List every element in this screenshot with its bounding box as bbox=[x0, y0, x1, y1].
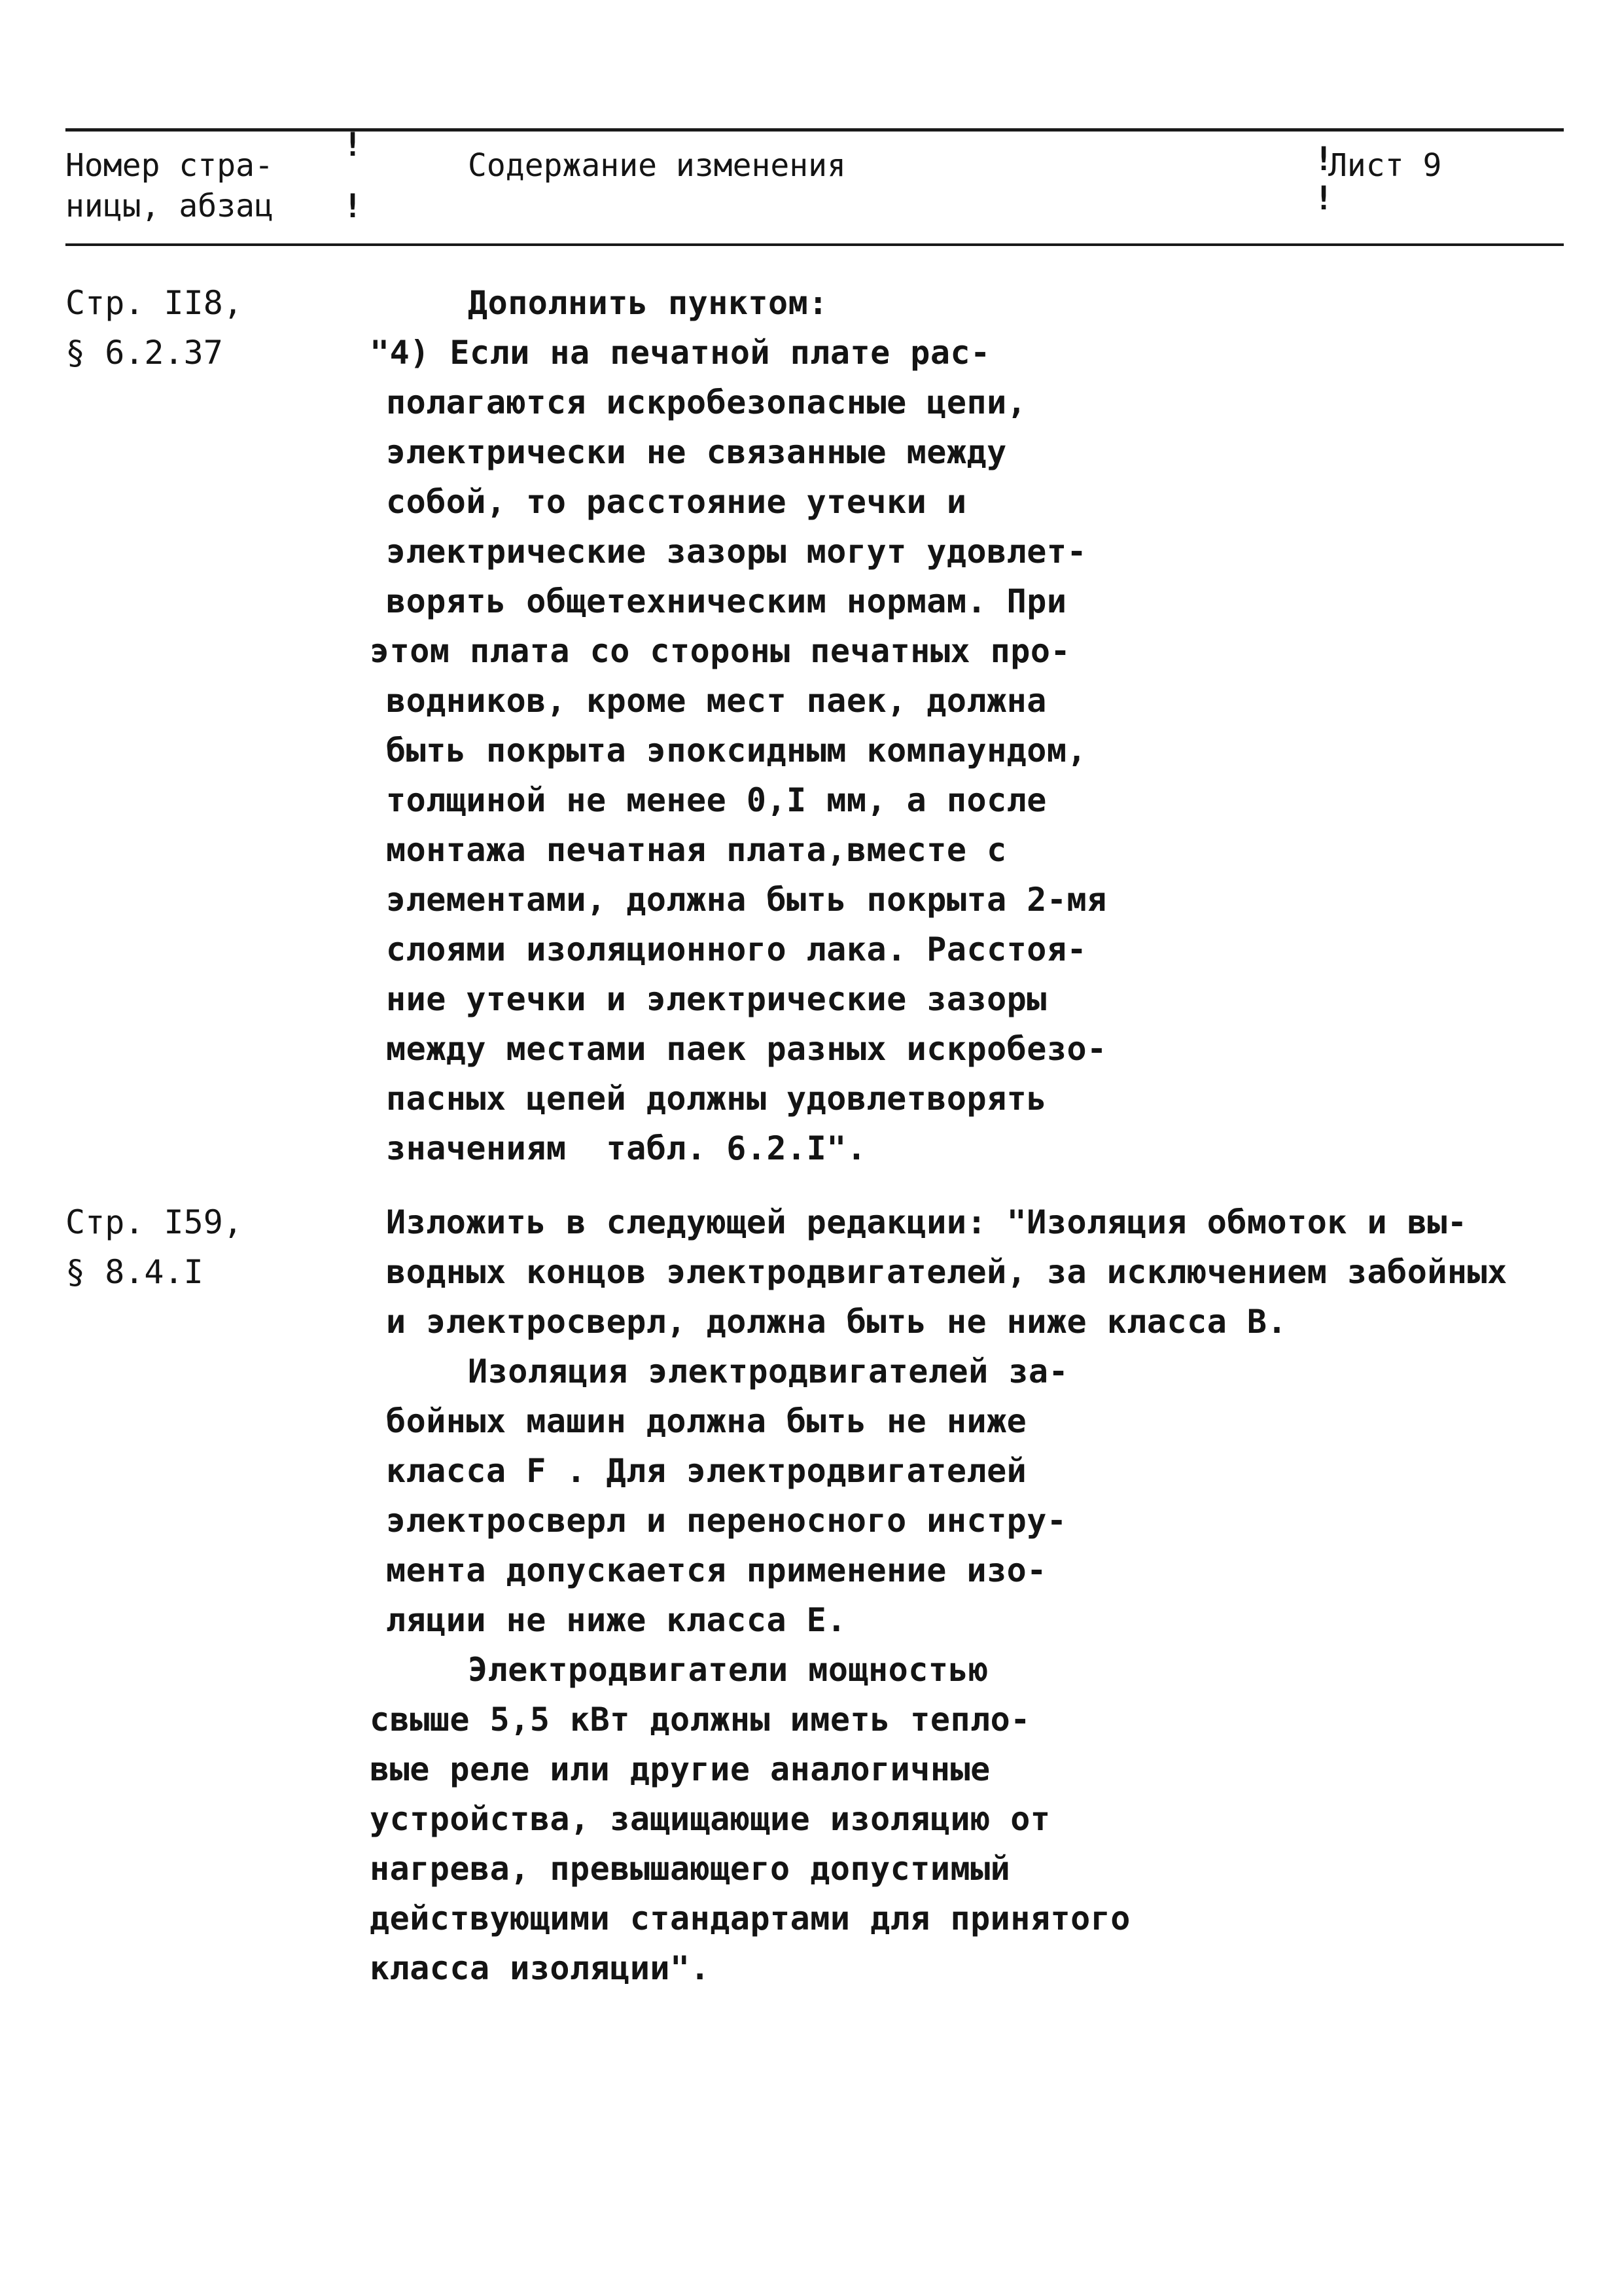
header-separator-left-top: ! bbox=[343, 126, 363, 164]
header-sheet-number: Лист 9 bbox=[1328, 147, 1442, 184]
entry-1-line: этом плата со стороны печатных про- bbox=[370, 632, 1071, 670]
entry-2-line: электросверл и переносного инстру- bbox=[386, 1502, 1067, 1540]
entry-1-line: слоями изоляционного лака. Расстоя- bbox=[386, 930, 1087, 968]
header-top-rule bbox=[65, 128, 1564, 132]
entry-1-line: водников, кроме мест паек, должна bbox=[386, 682, 1047, 720]
entry-2-line: свыше 5,5 кВт должны иметь тепло- bbox=[370, 1701, 1031, 1739]
entry-1-line: элементами, должна быть покрыта 2-мя bbox=[386, 881, 1107, 919]
entry-1-ref-page: Стр. II8, bbox=[65, 284, 243, 322]
header-bottom-rule bbox=[65, 243, 1564, 246]
entry-2-line: ляции не ниже класса Е. bbox=[386, 1601, 847, 1639]
entry-2-line: класса F . Для электродвигателей bbox=[386, 1452, 1027, 1490]
entry-2-line: Электродвигатели мощностью bbox=[468, 1651, 989, 1689]
header-separator-left-bottom: ! bbox=[343, 187, 363, 225]
entry-1-line: монтажа печатная плата,вместе с bbox=[386, 831, 1007, 869]
entry-2-line: Изложить в следующей редакции: "Изоляция обмоток и вы- bbox=[386, 1203, 1468, 1241]
entry-1-ref-section: § 6.2.37 bbox=[65, 334, 223, 372]
entry-2-line: действующими стандартами для принятого bbox=[370, 1899, 1131, 1937]
entry-1-line: между местами паек разных искробезо- bbox=[386, 1030, 1107, 1068]
entry-1-line: "4) Если на печатной плате рас- bbox=[370, 334, 991, 372]
entry-2-line: устройства, защищающие изоляцию от bbox=[370, 1800, 1051, 1838]
entry-2-line: водных концов электродвигателей, за исключением забойных bbox=[386, 1253, 1507, 1291]
header-page-line1: Номер стра- bbox=[65, 147, 273, 184]
entry-1-line: ворять общетехническим нормам. При bbox=[386, 582, 1067, 620]
entry-1-line: электрические зазоры могут удовлет- bbox=[386, 533, 1087, 571]
entry-2-line: и электросверл, должна быть не ниже класса В. bbox=[386, 1303, 1288, 1341]
header-separator-right-top: ! bbox=[1314, 140, 1334, 178]
entry-1-line: ние утечки и электрические зазоры bbox=[386, 980, 1047, 1018]
entry-2-line: нагрева, превышающего допустимый bbox=[370, 1850, 1011, 1888]
header-content-title: Содержание изменения bbox=[468, 147, 846, 184]
entry-2-ref-page: Стр. I59, bbox=[65, 1203, 243, 1241]
entry-1-line: быть покрыта эпоксидным компаундом, bbox=[386, 732, 1087, 769]
entry-1-line: толщиной не менее 0,I мм, а после bbox=[386, 781, 1047, 819]
header-separator-right-bottom: ! bbox=[1314, 179, 1334, 217]
entry-2-line: класса изоляции". bbox=[370, 1949, 711, 1987]
entry-2-line: вые реле или другие аналогичные bbox=[370, 1750, 991, 1788]
entry-2-ref-section: § 8.4.I bbox=[65, 1253, 203, 1291]
entry-1-line: собой, то расстояние утечки и bbox=[386, 483, 967, 521]
entry-2-line: бойных машин должна быть не ниже bbox=[386, 1402, 1027, 1440]
entry-1-line: Дополнить пунктом: bbox=[468, 284, 828, 322]
entry-2-line: мента допускается применение изо- bbox=[386, 1551, 1047, 1589]
entry-1-line: пасных цепей должны удовлетворять bbox=[386, 1080, 1047, 1118]
entry-1-line: электрически не связанные между bbox=[386, 433, 1007, 471]
entry-1-line: значениям табл. 6.2.I". bbox=[386, 1129, 867, 1167]
entry-2-line: Изоляция электродвигателей за- bbox=[468, 1352, 1069, 1390]
header-page-line2: ницы, абзац bbox=[65, 188, 273, 224]
entry-1-line: полагаются искробезопасные цепи, bbox=[386, 383, 1027, 421]
header-page-column bbox=[65, 145, 273, 226]
